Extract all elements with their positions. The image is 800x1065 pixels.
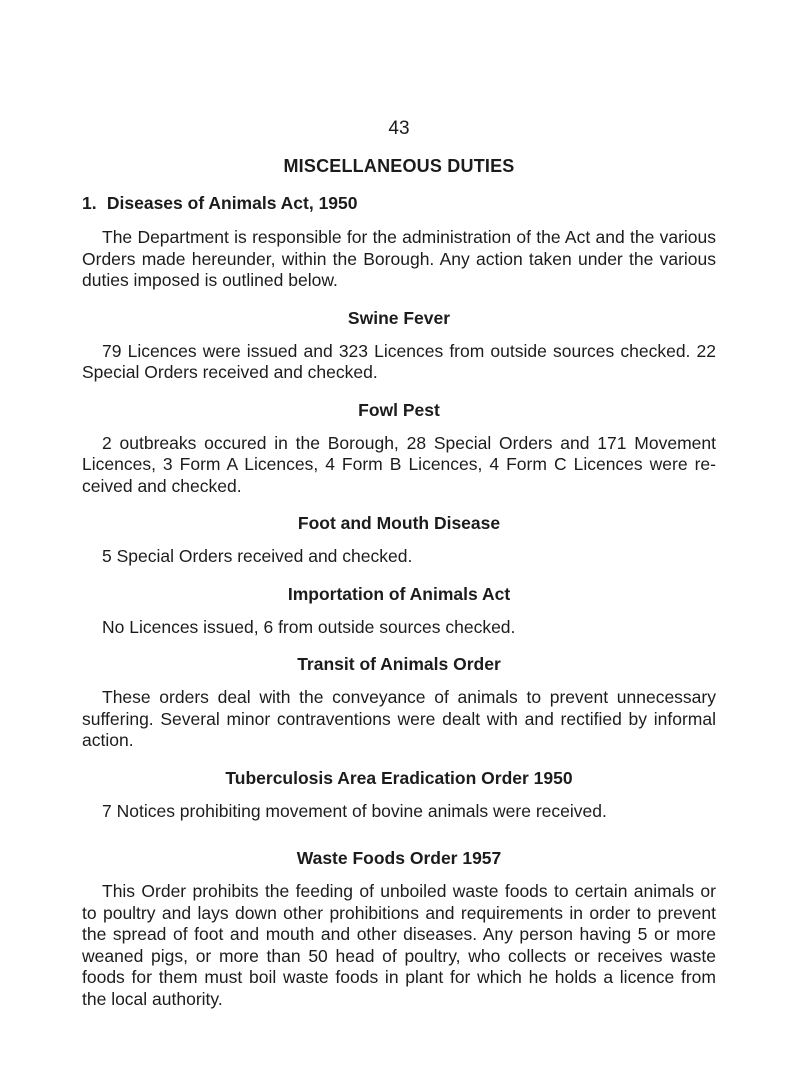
subsection-text-importation: No Licences issued, 6 from outside sources checked. xyxy=(102,616,516,637)
section-title: Diseases of Animals Act, 1950 xyxy=(106,193,358,213)
subsection-heading-waste-foods: Waste Foods Order 1957 xyxy=(296,848,502,868)
subsection-text-fowl-pest: 2 outbreaks occured in the Borough, 28 Special Orders and 171 Movement Licences, 3 Form A Licences, 4 Form B Licences, 4 Form C Licences were re- ceived and checked. xyxy=(82,432,716,496)
section-number: 1. xyxy=(82,193,97,213)
subsection-heading-tuberculosis: Tuberculosis Area Eradication Order 1950 xyxy=(225,767,573,788)
section-heading xyxy=(82,193,716,214)
subsection-heading-foot-and-mouth: Foot and Mouth Disease xyxy=(297,513,501,533)
document-page xyxy=(82,118,716,1026)
subsection-heading-importation: Importation of Animals Act xyxy=(287,583,511,604)
page-title: MISCELLANEOUS DUTIES xyxy=(283,156,515,176)
subsection-text-waste-foods: This Order prohibits the feeding of unboiled waste foods to certain animals or to poultry and lays down other prohibitions and requirements in order to prevent the spread of foot and mouth and other diseases. Any person having 5 or more weaned pigs, or more than 50 head of poultry, who collects or receives waste foods for them must boil waste foods in plant for which he holds a licence from the local authority. xyxy=(82,881,716,1009)
subsection-heading-swine-fever: Swine Fever xyxy=(347,307,451,328)
page-number: 43 xyxy=(388,118,410,139)
subsection-heading-fowl-pest: Fowl Pest xyxy=(358,399,440,420)
subsection-text-foot-and-mouth: 5 Special Orders received and checked. xyxy=(102,546,413,566)
section-intro: The Department is responsible for the administration of the Act and the various Orders made hereunder, within the Borough. Any action taken under the various duties imposed is outlined below. xyxy=(82,227,716,290)
subsection-text-tuberculosis: 7 Notices prohibiting movement of bovine animals were received. xyxy=(102,800,607,821)
subsection-text-transit: These orders deal with the conveyance of animals to prevent unnecessary suffering. Several minor contraventions were dealt with and rectified by informal action. xyxy=(82,687,716,750)
subsection-heading-transit: Transit of Animals Order xyxy=(297,654,501,674)
subsection-text-swine-fever: 79 Licences were issued and 323 Licences from outside sources checked. 22 Special Orders received and checked. xyxy=(82,340,716,382)
